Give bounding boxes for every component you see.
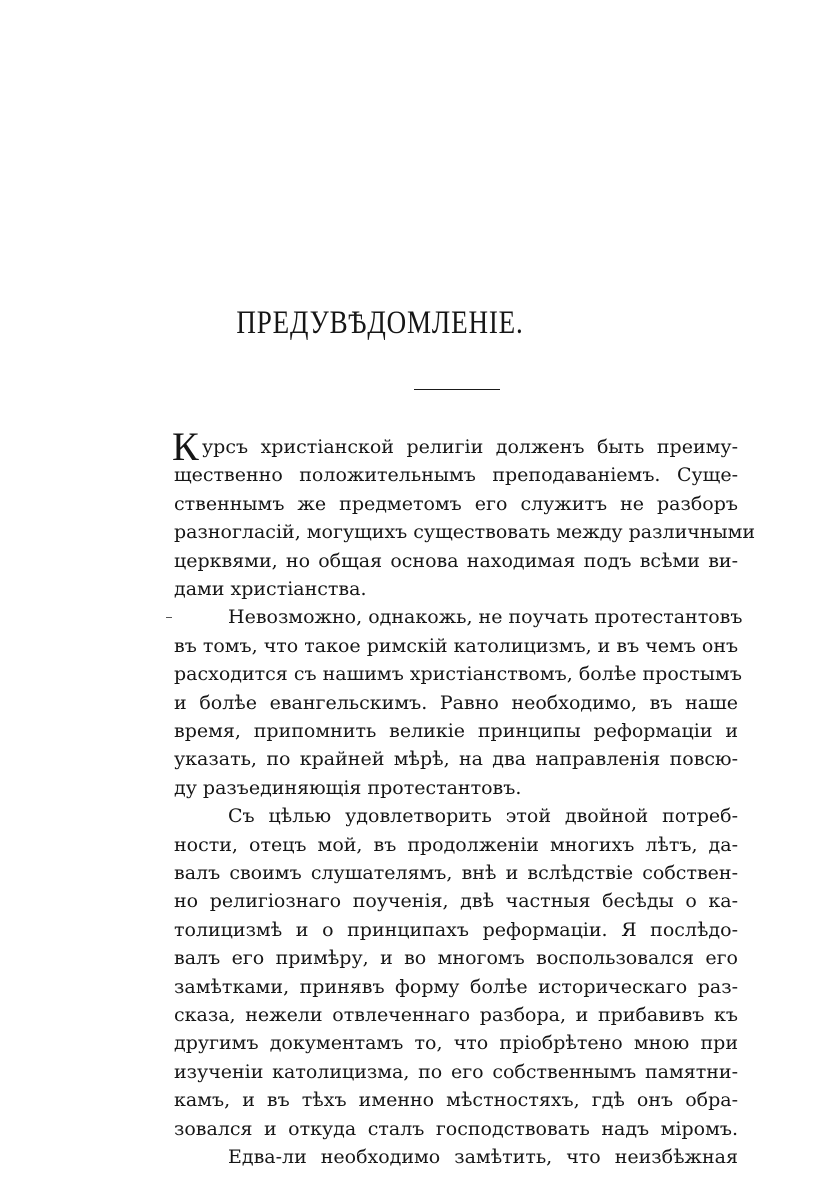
text-line: церквями, но общая основа находимая подъ всѣми ви- xyxy=(174,549,738,572)
text-line: щественно положительнымъ преподаваніемъ. Суще- xyxy=(174,464,738,487)
text-line: валъ его примѣру, и во многомъ воспользовался его xyxy=(174,947,738,970)
margin-mark xyxy=(166,617,172,618)
text-line: расходится съ нашимъ христіанствомъ, болѣе простымъ xyxy=(174,663,742,686)
text-line: зовался и откуда сталъ господствовать надъ міромъ. xyxy=(174,1117,738,1140)
text-line: время, припомнить великіе принципы реформаціи и xyxy=(174,720,738,742)
text-line: другимъ документамъ то, что пріобрѣтено мною при xyxy=(174,1032,738,1055)
text-line: но религіознаго поученія, двѣ частныя бесѣды о ка- xyxy=(174,890,738,913)
text-line: ду разъединяющія протестантовъ. xyxy=(174,776,522,799)
text-line: и болѣе евангельскимъ. Равно необходимо, въ наше xyxy=(174,691,738,714)
drop-cap: К xyxy=(172,424,199,469)
text-line: разногласій, могущихъ существовать между различными xyxy=(174,521,756,544)
text-line: валъ своимъ слушателямъ, внѣ и вслѣдствіе собствен- xyxy=(174,862,738,884)
text-line: изученіи католицизма, по его собственнымъ памятни- xyxy=(174,1060,738,1083)
text-line: толицизмѣ и о принципахъ реформаціи. Я послѣдо- xyxy=(174,918,738,941)
text-line: камъ, и въ тѣхъ именно мѣстностяхъ, гдѣ онъ обра- xyxy=(174,1089,738,1112)
text-line: Съ цѣлью удовлетворить этой двойной потреб- xyxy=(228,805,738,828)
text-line: Невозможно, однакожь, не поучать протестантовъ xyxy=(228,606,743,629)
text-line: указать, по крайней мѣрѣ, на два направленія повсю- xyxy=(174,748,738,771)
text-line: замѣтками, принявъ форму болѣе историческаго раз- xyxy=(174,975,738,998)
text-line: ственнымъ же предметомъ его служитъ не разборъ xyxy=(174,492,738,515)
text-line: въ томъ, что такое римскій католицизмъ, и въ чемъ онъ xyxy=(174,634,739,657)
text-line: дами христіанства. xyxy=(174,578,367,600)
text-line: урсъ христіанской религіи долженъ быть преиму- xyxy=(202,436,738,458)
text-line: Едва-ли необходимо замѣтить, что неизбѣжная xyxy=(228,1146,738,1168)
title-divider xyxy=(414,389,500,390)
page-title: ПРЕДУВѢДОМЛЕНІЕ. xyxy=(236,305,524,341)
text-line: ности, отецъ мой, въ продолженіи многихъ лѣтъ, да- xyxy=(174,833,738,856)
text-line: сказа, нежели отвлеченнаго разбора, и прибавивъ къ xyxy=(174,1004,738,1026)
